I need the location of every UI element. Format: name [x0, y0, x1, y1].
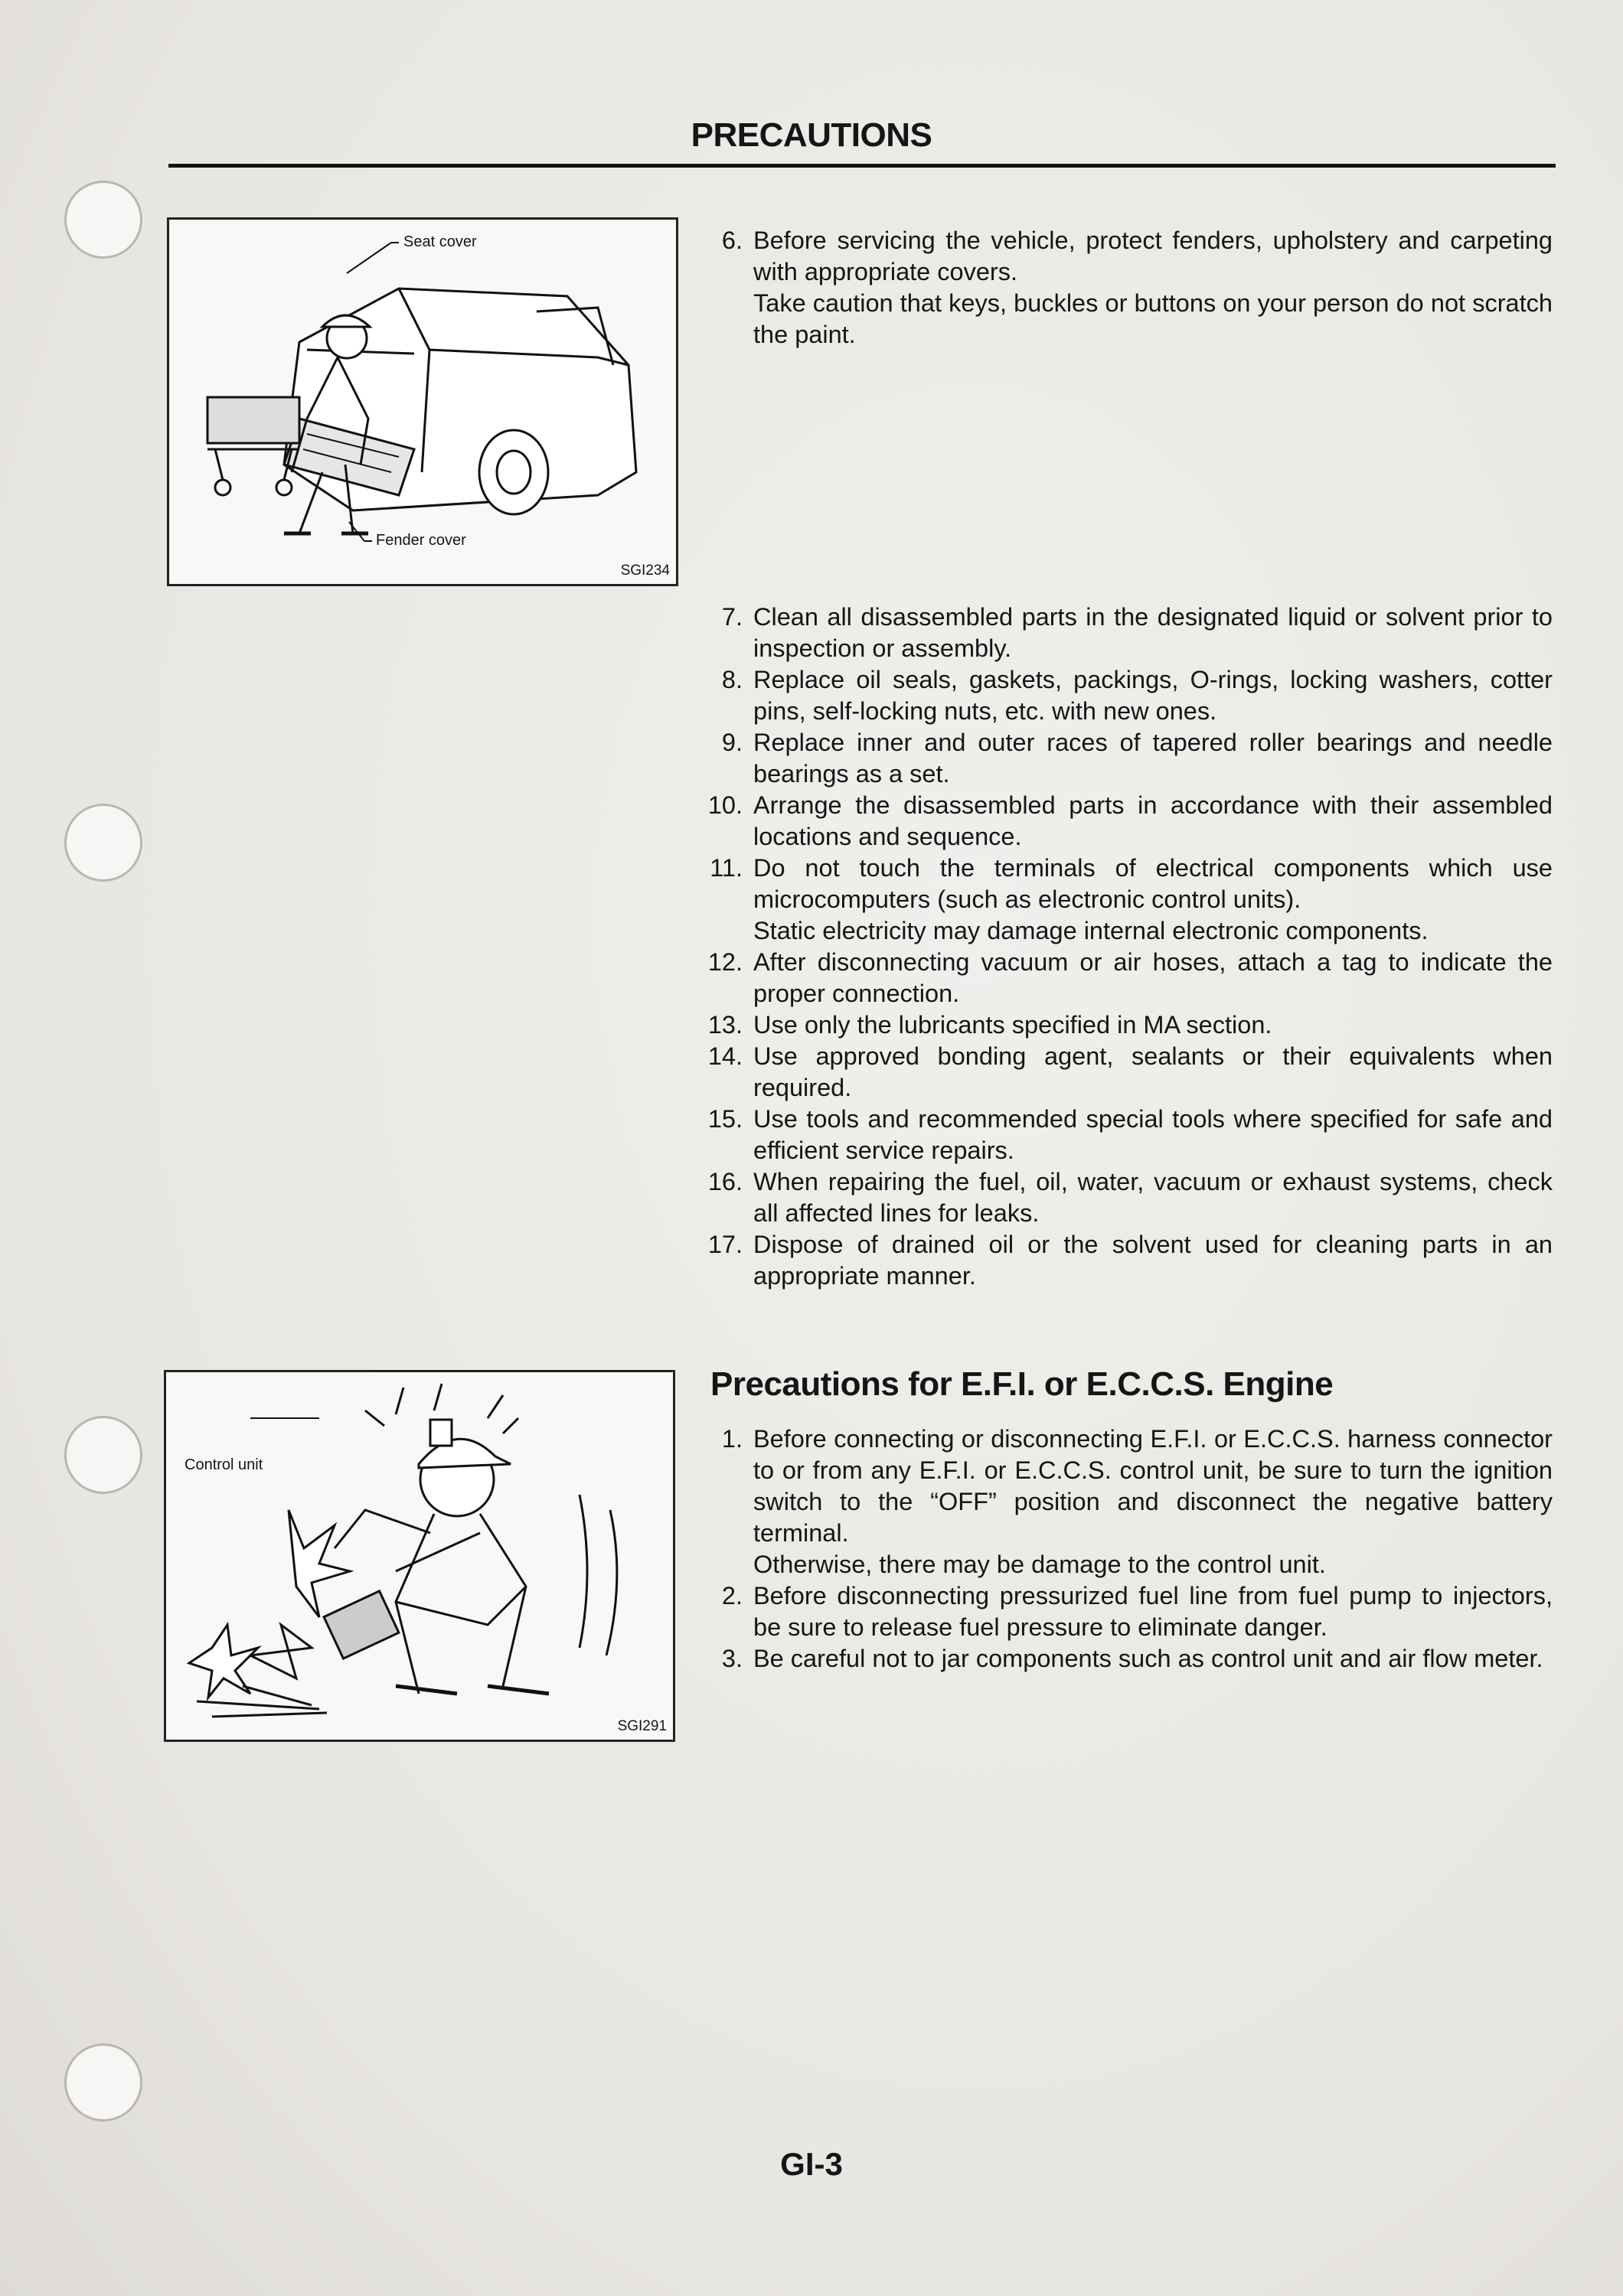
item-number: 16.	[707, 1168, 743, 1195]
list-item	[700, 1229, 1553, 1292]
list-item	[700, 947, 1553, 1009]
item-number: 8.	[721, 666, 743, 693]
item-text: Replace oil seals, gaskets, packings, O-rings, locking washers, cotter pins, self-locking nuts, etc. with new ones.	[753, 666, 1553, 725]
item-number: 3.	[721, 1645, 743, 1672]
item-text: Before disconnecting pressurized fuel line from fuel pump to injectors, be sure to release fuel pressure to eliminate danger.	[753, 1582, 1553, 1641]
item-number: 10.	[707, 791, 743, 819]
item-text: Use tools and recommended special tools where specified for safe and efficient service repairs.	[753, 1105, 1553, 1164]
binder-hole	[64, 804, 142, 882]
list-item	[700, 1166, 1553, 1229]
section-heading: Precautions for E.F.I. or E.C.C.S. Engine	[710, 1365, 1334, 1403]
item-text: Do not touch the terminals of electrical components which use microcomputers (such as electronic control units).	[753, 854, 1553, 913]
figure-code: SGI234	[620, 563, 670, 579]
item-number: 11.	[710, 854, 743, 882]
list-item	[700, 853, 1553, 947]
item-number: 9.	[721, 729, 743, 756]
item-text: Clean all disassembled parts in the designated liquid or solvent prior to inspection or assembly.	[753, 603, 1553, 662]
item-text: Use approved bonding agent, sealants or their equivalents when required.	[753, 1042, 1553, 1101]
list-item	[700, 1041, 1553, 1104]
item-text: Before connecting or disconnecting E.F.I. or E.C.C.S. harness connector to or from any E.F.I. or E.C.C.S. control unit, be sure to turn the ignition switch to the “OFF” position and disconnect the negative battery terminal.	[753, 1425, 1553, 1547]
item-text: After disconnecting vacuum or air hoses, attach a tag to indicate the proper connection.	[753, 948, 1553, 1007]
precautions-list	[700, 225, 1553, 351]
item-number: 6.	[721, 227, 743, 254]
item-text: Before servicing the vehicle, protect fenders, upholstery and carpeting with appropriate covers.	[753, 227, 1553, 285]
list-item	[700, 727, 1553, 790]
car-covers-illustration	[169, 220, 676, 584]
page-title: PRECAUTIONS	[691, 116, 932, 154]
binder-hole	[64, 1416, 142, 1494]
efi-precautions-list	[700, 1424, 1553, 1675]
item-note: Otherwise, there may be damage to the control unit.	[753, 1551, 1326, 1578]
page-number: GI-3	[780, 2146, 843, 2182]
figure-seat-fender-cover	[167, 217, 678, 586]
list-item	[700, 1424, 1553, 1580]
item-text: When repairing the fuel, oil, water, vacuum or exhaust systems, check all affected lines for leaks.	[753, 1168, 1553, 1227]
list-item	[700, 602, 1553, 664]
figure-code: SGI291	[617, 1718, 667, 1734]
item-text: Be careful not to jar components such as control unit and air flow meter.	[753, 1645, 1543, 1672]
item-text: Use only the lubricants specified in MA section.	[753, 1011, 1272, 1039]
list-item	[700, 225, 1553, 351]
item-number: 12.	[707, 948, 743, 976]
item-note: Static electricity may damage internal electronic components.	[753, 917, 1429, 944]
item-number: 15.	[707, 1105, 743, 1133]
item-number: 14.	[707, 1042, 743, 1070]
item-number: 17.	[707, 1231, 743, 1258]
header-rule	[168, 164, 1556, 168]
fender-cover-label: Fender cover	[376, 532, 466, 549]
list-item	[700, 1580, 1553, 1643]
item-number: 1.	[721, 1425, 743, 1453]
list-item	[700, 1104, 1553, 1166]
item-text: Arrange the disassembled parts in accordance with their assembled locations and sequence.	[753, 791, 1553, 850]
item-number: 2.	[721, 1582, 743, 1609]
list-item	[700, 790, 1553, 853]
seat-cover-label: Seat cover	[403, 233, 477, 250]
item-text: Replace inner and outer races of tapered roller bearings and needle bearings as a set.	[753, 729, 1553, 788]
dropped-control-unit-illustration	[166, 1372, 673, 1740]
list-item	[700, 664, 1553, 727]
binder-hole	[64, 181, 142, 259]
item-number: 7.	[721, 603, 743, 631]
precautions-list-continued	[700, 602, 1553, 1292]
binder-hole	[64, 2043, 142, 2122]
item-text: Dispose of drained oil or the solvent used for cleaning parts in an appropriate manner.	[753, 1231, 1553, 1290]
item-number: 13.	[707, 1011, 743, 1039]
control-unit-label: Control unit	[185, 1456, 263, 1473]
list-item	[700, 1643, 1553, 1675]
item-note: Take caution that keys, buckles or buttons on your person do not scratch the paint.	[753, 289, 1553, 348]
list-item	[700, 1009, 1553, 1041]
figure-control-unit-drop	[164, 1370, 675, 1742]
